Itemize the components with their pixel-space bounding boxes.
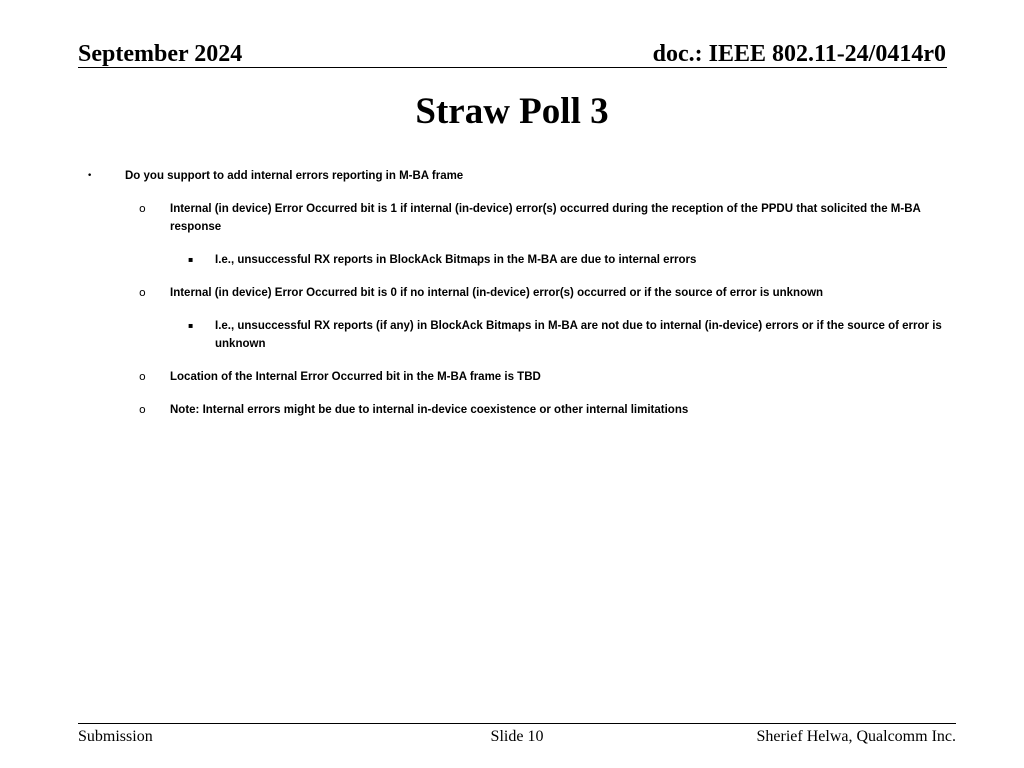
bullet-question: Do you support to add internal errors reporting in M-BA frame [125, 170, 464, 182]
bullet-sub1: Internal (in device) Error Occurred bit is 1 if internal (in-device) error(s) occurred during the reception of the PPDU that solicited the M-BA response [170, 203, 921, 233]
footer-author: Sherief Helwa, Qualcomm Inc. [756, 728, 956, 745]
bullet-circle-icon: o [139, 202, 146, 215]
bullet-circle-icon: o [139, 370, 146, 383]
footer-submission: Submission [78, 728, 153, 745]
header-date: September 2024 [78, 41, 243, 67]
header-doc-id: doc.: IEEE 802.11-24/0414r0 [652, 41, 946, 67]
bullet-circle-icon: o [139, 403, 146, 416]
slide-title: Straw Poll 3 [415, 91, 609, 132]
footer-divider [78, 723, 956, 724]
bullet-circle-icon: o [139, 286, 146, 299]
bullet-square-icon: ▪ [188, 255, 194, 264]
bullet-sub2-detail: I.e., unsuccessful RX reports (if any) in BlockAck Bitmaps in M-BA are not due to internal (in-device) errors or if the source of error is unknown [215, 320, 942, 350]
footer-slide-number: Slide 10 [490, 728, 544, 745]
bullet-sub3: Location of the Internal Error Occurred bit in the M-BA frame is TBD [170, 371, 541, 383]
bullet-sub2: Internal (in device) Error Occurred bit is 0 if no internal (in-device) error(s) occurred or if the source of error is unknown [170, 287, 824, 299]
bullet-sub4: Note: Internal errors might be due to internal in-device coexistence or other internal limitations [170, 404, 689, 416]
bullet-square-icon: ▪ [188, 321, 194, 330]
bullet-disc-icon: • [87, 171, 93, 181]
bullet-sub1-detail: I.e., unsuccessful RX reports in BlockAck Bitmaps in the M-BA are due to internal errors [215, 254, 697, 266]
